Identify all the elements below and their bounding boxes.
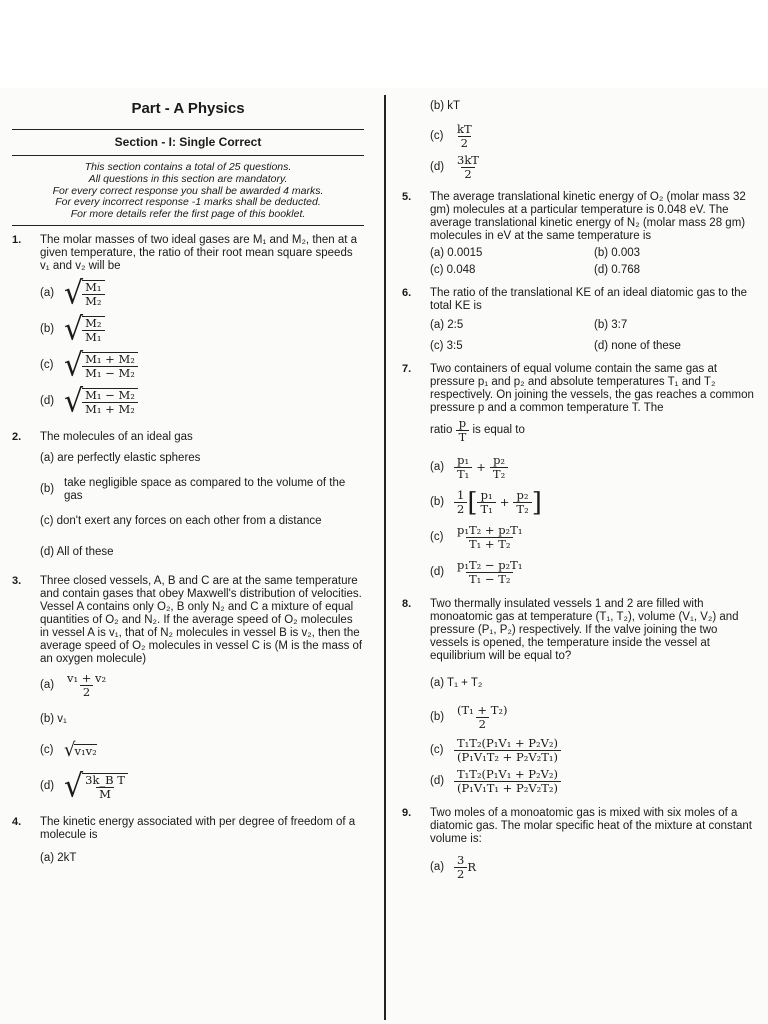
option-b[interactable]: (b) kT [430,100,461,112]
question-4 [12,816,364,842]
fraction-numerator: M₂ [85,315,102,330]
ratio-prefix: ratio [430,424,453,436]
fraction-numerator: T₁T₂(P₁V₁ + P₂V₂) [457,736,559,750]
question-9 [402,807,758,846]
fraction-denominator: M₂ [82,294,104,308]
option-d[interactable]: (d) All of these [40,545,114,558]
option-c[interactable] [430,524,758,551]
question-number: 4. [12,815,22,828]
option-label: (d) [40,395,55,408]
instruction-line: For every correct response you shall be awarded 4 marks. [52,184,324,197]
section-rule [12,155,364,156]
fraction-numerator: kT [457,122,472,136]
fraction-denominator: T₁ + T₂ [466,537,514,551]
sqrt-expression: √ $\frac{\text{M₁ − M₂}}{\text{M₁ + M₂}}$ [64,387,138,417]
option-a[interactable]: (a) 2:5 [430,319,464,331]
fraction [456,417,470,444]
fraction [454,737,561,764]
option-b[interactable] [40,477,364,503]
fraction-denominator: (P₁V₁T₂ + P₂V₂T₁) [454,750,561,764]
option-row [430,264,758,277]
question-5 [402,191,758,243]
option-d[interactable]: (d) 0.768 [594,264,641,276]
fraction-numerator: p₁T₂ + p₂T₁ [457,523,523,537]
instruction-line: For more details refer the first page of this booklet. [70,208,306,221]
question-text: The molar masses of two ideal gases are M₁ and M₂, then at a given temperature, the ratio of their root mean square speeds v₁ and v₂ will be [40,233,358,272]
fraction-denominator: T₂ [513,502,531,516]
option-c[interactable]: (c) 0.048 [430,264,476,276]
question-number: 1. [12,233,22,246]
option-label: (b) [40,323,55,336]
fraction [454,854,467,881]
fraction [513,489,531,516]
question-text: Two containers of equal volume contain the same gas at pressure p₁ and p₂ and absolute temperatures T₁ and T₂ respectively. On joining the vessels, the gas reaches a common pressure p and a common temperature T. The [430,363,754,414]
option-label: (c) [40,359,54,372]
fraction [64,672,109,699]
fraction-numerator: p₁T₂ − p₂T₁ [457,558,523,572]
option-a[interactable] [40,672,364,699]
fraction-denominator: T₂ [490,467,508,481]
fraction [454,768,561,795]
option-label: (c) [40,744,54,757]
fraction-numerator: p [458,416,467,430]
fraction-numerator: p₂ [493,453,506,467]
option-b[interactable]: (b) 3:7 [594,319,628,331]
option-d[interactable] [430,154,758,181]
option-label: (a) [40,678,55,691]
plus-sign: + [499,495,510,509]
option-label: (d) [430,161,445,173]
fraction-numerator: 3 [457,853,465,867]
sqrt-expression: √ $\frac{\text{M₁ + M₂}}{\text{M₁ − M₂}}$ [64,351,138,381]
instruction-line: For every incorrect response -1 marks shall be deducted. [55,196,321,209]
fraction-denominator: T₁ [477,502,495,516]
instruction-line: This section contains a total of 25 questions. [84,161,292,173]
option-label: (b) [40,483,55,496]
fraction [477,489,495,516]
option-label: (b) [430,496,445,508]
fraction-numerator: v₁ + v₂ [67,670,107,685]
question-1 [12,234,364,273]
plus-sign: + [476,460,486,474]
fraction-numerator: 3kT [457,153,479,167]
fraction-denominator: M₁ [82,330,104,344]
question-6 [402,287,758,313]
fraction [454,559,525,586]
fraction-denominator: 2 [454,867,467,881]
option-a[interactable]: (a) are perfectly elastic spheres [40,451,201,464]
fraction-numerator: p₁ [457,453,470,467]
question-number: 9. [402,807,412,819]
question-text: The ratio of the translational KE of an ideal diatomic gas to the total KE is [430,287,748,312]
option-b[interactable]: (b) v₁ [40,712,67,725]
fraction-denominator: (P₁V₁T₁ + P₂V₂T₂) [454,781,561,795]
fraction-denominator: 2 [476,717,489,731]
question-8 [402,598,758,663]
fraction-denominator: M₁ + M₂ [82,402,138,416]
left-column [12,100,364,865]
right-bracket: ] [531,487,542,518]
question-7 [402,363,758,415]
option-b[interactable] [430,489,758,516]
option-b[interactable] [430,704,758,731]
question-text: The kinetic energy associated with per degree of freedom of a molecule is [40,815,356,841]
option-label: (a) [40,287,55,300]
question-number: 7. [402,363,412,375]
option-text: take negligible space as compared to the volume of the gas [64,476,346,502]
option-label: (c) [430,130,444,142]
fraction-numerator: p₂ [516,488,529,502]
fraction-numerator: p₁ [480,488,493,502]
option-c[interactable]: (c) don't exert any forces on each other from a distance [40,514,322,527]
fraction [454,154,482,181]
fraction-denominator: 2 [80,685,93,699]
option-d[interactable] [40,383,364,420]
question-3 [12,575,364,666]
fraction-numerator: 3k_B T [85,772,125,787]
option-label: (d) [430,775,445,787]
option-row [430,340,758,353]
option-a[interactable]: (a) T₁ + T₂ [430,677,483,689]
question-text: The molecules of an ideal gas [40,430,193,443]
option-row [430,247,758,260]
question-text: Two moles of a monoatomic gas is mixed with six moles of a diatomic gas. The molar specific heat of the mixture at constant volume is: [430,807,752,845]
question-2 [12,431,364,444]
ratio-suffix: is equal to [472,424,525,436]
question-number: 6. [402,287,412,299]
sqrt-expression: √ $\frac{\text{3k\_B T}}{M}$ [64,772,128,802]
fraction-denominator: T₁ − T₂ [466,572,514,586]
fraction [454,454,472,481]
question-number: 8. [402,598,412,610]
option-a[interactable] [430,454,758,481]
fraction-numerator: M₁ − M₂ [85,387,135,402]
option-b[interactable]: (b) 0.003 [594,247,641,259]
fraction [454,489,467,516]
fraction-numerator: (T₁ + T₂) [457,703,508,717]
page-title: Part - A Physics [131,100,245,117]
right-column [402,100,758,881]
option-label: (a) [430,861,445,873]
option-c[interactable] [40,739,364,762]
option-a[interactable] [40,275,364,312]
option-d[interactable] [40,768,364,805]
fraction-denominator: 2 [454,502,467,516]
option-label: (d) [40,780,55,793]
option-d[interactable]: (d) none of these [594,340,681,352]
sqrt-expression: √ v₁v₂ [64,739,97,762]
option-row [430,319,758,332]
option-d[interactable] [430,559,758,586]
option-label: (d) [430,566,445,578]
fraction [454,524,525,551]
title-rule [12,129,364,130]
fraction-denominator: 2 [458,136,471,150]
question-text: Three closed vessels, A, B and C are at the same temperature and contain gases that obey Maxwell's distribution of velocities. Vessel A contains only O₂, B only N₂ and C a mixture of equal quantities of O₂ and N₂. If the average speed of O₂ molecules in vessel A is v₁, that of N₂ molecules in vessel B is v₂, then the average speed of O₂ molecules in vessel C is (M is the mass of an oxygen molecule) [40,574,363,665]
fraction [454,704,510,731]
fraction-denominator: M [96,787,114,801]
instructions [12,162,364,221]
sqrt-expression: √ $\frac{\text{M₂}}{\text{M₁}}$ [64,315,105,345]
column-divider [384,95,386,1020]
fraction [454,123,475,150]
option-c[interactable] [430,737,758,764]
fraction-numerator: M₁ [85,279,102,294]
fraction-numerator: 1 [457,488,465,502]
option-b[interactable] [40,311,364,348]
unit: R [467,860,476,874]
fraction [490,454,508,481]
option-label: (c) [430,744,444,756]
fraction-denominator: T [456,430,470,444]
instruction-line: All questions in this section are mandatory. [88,172,288,185]
option-a[interactable]: (a) 2kT [40,851,77,864]
fraction-denominator: T₁ [454,467,472,481]
option-c[interactable]: (c) 3:5 [430,340,463,352]
option-label: (b) [430,711,445,723]
option-c[interactable] [430,123,758,150]
question-text: Two thermally insulated vessels 1 and 2 are filled with monoatomic gas at temperature (T₁, T₂), volume (V₁, V₂) and pressure (P₁, P₂) respectively. If the valve joining the two vessels is opened, the temperature inside the vessel at equilibrium will be equal to? [430,598,739,662]
fraction-numerator: M₁ + M₂ [85,351,135,366]
sqrt-expression: √ $\frac{\text{M₁}}{\text{M₂}}$ [64,279,105,309]
question-number: 2. [12,430,22,443]
left-bracket: [ [467,487,478,518]
question-number: 3. [12,574,22,587]
fraction-numerator: T₁T₂(P₁V₁ + P₂V₂) [457,767,559,781]
option-c[interactable] [40,347,364,384]
option-d[interactable] [430,768,758,795]
fraction-denominator: M₁ − M₂ [82,366,138,380]
option-label: (a) [430,461,445,473]
radicand: v₁v₂ [74,743,97,758]
fraction-denominator: 2 [461,167,474,181]
ratio-line [430,417,758,444]
option-a[interactable]: (a) 0.0015 [430,247,483,259]
question-text: The average translational kinetic energy of O₂ (molar mass 32 gm) molecules at a particular temperature is 0.048 eV. The average translational kinetic energy of N₂ (molar mass 28 gm) molecules in eV at the same temperature is [430,191,746,242]
option-label: (c) [430,531,444,543]
instructions-rule [12,225,364,226]
section-title: Section - I: Single Correct [114,135,262,149]
question-number: 5. [402,191,412,203]
option-a[interactable] [430,854,758,881]
